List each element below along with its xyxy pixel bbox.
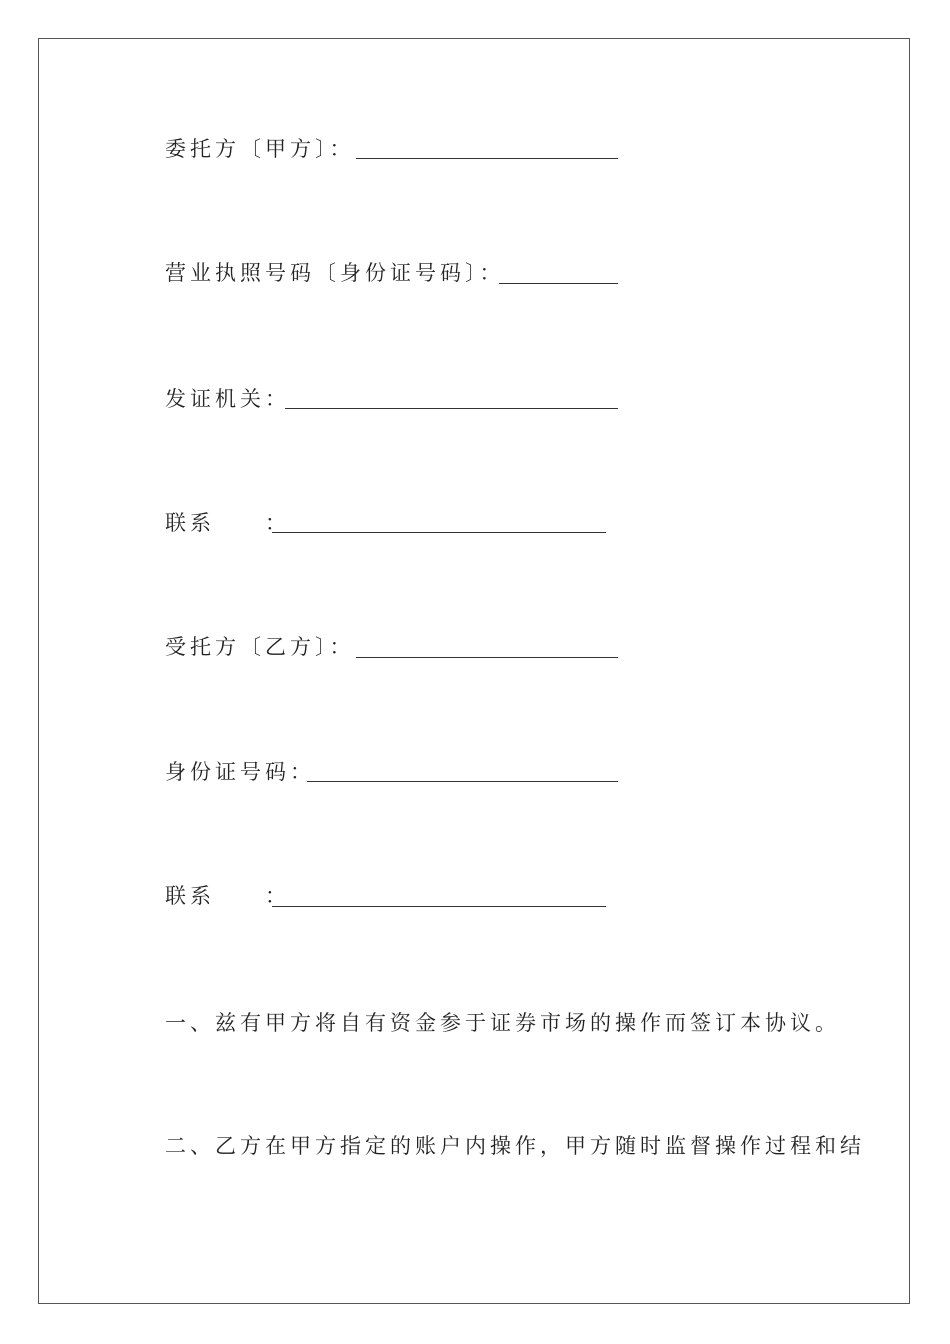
field-label-license-number: 营业执照号码〔身份证号码〕： [165,261,505,285]
clause-1: 一、兹有甲方将自有资金参于证券市场的操作而签订本协议。 [165,1011,840,1035]
field-blank-id-number[interactable] [307,781,618,782]
field-label-contact-b: 联系 ： [165,884,290,908]
field-label-issuing-authority: 发证机关： [165,387,290,411]
field-label-trustee: 受托方〔乙方〕： [165,635,355,659]
field-blank-contact-b[interactable] [272,906,606,907]
field-blank-license-number[interactable] [499,283,618,284]
field-blank-trustee[interactable] [356,657,618,658]
clause-2: 二、乙方在甲方指定的账户内操作，甲方随时监督操作过程和结 [165,1134,865,1158]
field-blank-issuing-authority[interactable] [285,408,618,409]
field-label-id-number: 身份证号码： [165,760,315,784]
field-label-contact-a: 联系 ： [165,511,290,535]
field-blank-principal[interactable] [356,158,618,159]
field-blank-contact-a[interactable] [272,532,606,533]
field-label-principal: 委托方〔甲方〕： [165,137,355,161]
page-frame [38,38,910,1304]
